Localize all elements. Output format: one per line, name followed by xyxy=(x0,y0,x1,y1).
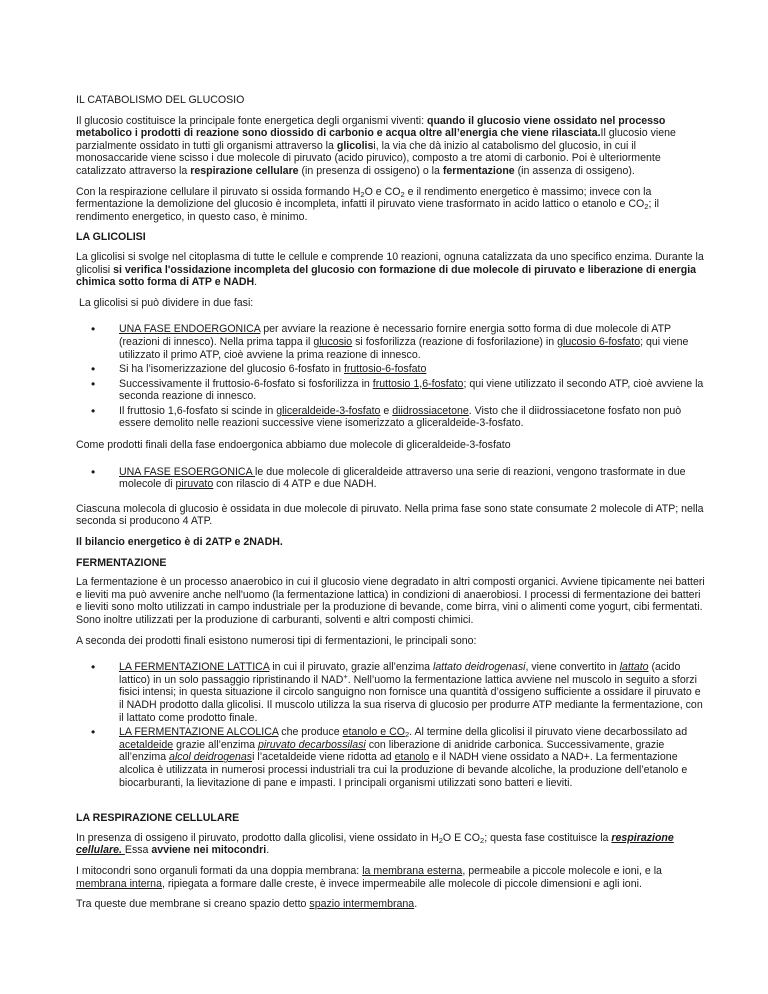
list-item: • UNA FASE ESOERGONICA le due molecole di gliceraldeide attraverso una serie di reazioni, vengono trasformate in due molecole di piruvato con rilascio di 4 ATP e due NADH. xyxy=(119,466,708,491)
intro-paragraph: Il glucosio costituisce la principale fonte energetica degli organismi viventi: quando il glucosio viene ossidato nel processo metabolico i prodotti di reazione sono diossido di carbonio e acqua oltre all’energia che viene rilasciata.Il glucosio viene parzialmente ossidato in tutti gli organismi attraverso la glicolisi, la via che dà inizio al catabolismo del glucosio, in cui il monosaccaride viene scisso i due molecole di piruvato (acido piruvico), composto a tre atomi di carbonio. Poi è ulteriormente catalizzato attraverso la respirazione cellulare (in presenza di ossigeno) o la fermentazione (in assenza di ossigeno). xyxy=(76,114,676,177)
intermembrane-paragraph: Tra queste due membrane si creano spazio detto spazio intermembrana. xyxy=(76,898,418,911)
document-title: IL CATABOLISMO DEL GLUCOSIO xyxy=(76,94,245,106)
endoergonic-list xyxy=(76,323,708,430)
list-item: • Successivamente il fruttosio-6-fosfato si fosforilizza in fruttosio 1,6-fosfato; qui viene utilizzato il secondo ATP, cioè avviene la seconda reazione di innesco. xyxy=(119,378,708,403)
esoergonic-list xyxy=(76,466,708,491)
document-page xyxy=(76,94,708,919)
fermentation-list xyxy=(76,661,708,789)
respiration-vs-fermentation-paragraph: Con la respirazione cellulare il piruvato si ossida formando $H_2O$ e $CO_2$ e il rendimento energetico è massimo; invece con la fermentazione la demolizione del glucosio è incompleta, infatti il piruvato viene trasformato in acido lattico o etanolo e $CO_2$; il rendimento energetico, in questo caso, è minimo. xyxy=(76,185,660,223)
respiration-paragraph: In presenza di ossigeno il piruvato, prodotto dalla glicolisi, viene ossidato in $H_2O$ E $CO_2$; questa fase costituisce la respirazione cellulare. Essa avviene nei mitocondri. xyxy=(76,831,674,857)
heading-fermentazione: FERMENTAZIONE xyxy=(76,556,167,569)
glicolisi-paragraph: La glicolisi si svolge nel citoplasma di tutte le cellule e comprende 10 reazioni, ognuna catalizzata da uno specifico enzima. Durante la glicolisi si verifica l'ossidazione incompleta del glucosio con formazione di due molecole di piruvato e liberazione di energia chimica sotto forma di ATP e NADH. xyxy=(76,250,704,289)
list-item: • Il fruttosio 1,6-fosfato si scinde in gliceraldeide-3-fosfato e diidrossiacetone. Visto che il diidrossiacetone fosfato non può essere demolito nelle reazioni successive viene isomerizzato a gliceraldeide-3-fosfato. xyxy=(119,405,708,430)
glicolisi-phases-intro: La glicolisi si può dividere in due fasi: xyxy=(76,296,254,309)
mitochondria-paragraph: I mitocondri sono organuli formati da una doppia membrana: la membrana esterna, permeabile a piccole molecole e ioni, e la membrana interna, ripiegata a formare dalle creste, è invece impermeabile alle molecole di piccole dimensioni e agli ioni. xyxy=(76,864,662,890)
list-item: • Si ha l’isomerizzazione del glucosio 6-fosfato in fruttosio-6-fosfato xyxy=(119,363,708,376)
heading-respirazione: LA RESPIRAZIONE CELLULARE xyxy=(76,812,240,825)
energy-balance: Il bilancio energetico è di 2ATP e 2NADH. xyxy=(76,536,283,549)
oxidation-paragraph: Ciascuna molecola di glucosio è ossidata in due molecole di piruvato. Nella prima fase sono state consumate 2 molecole di ATP; nella seconda si producono 4 ATP. xyxy=(76,502,704,528)
list-item: • LA FERMENTAZIONE ALCOLICA che produce etanolo e $CO_2$. Al termine della glicolisi il piruvato viene decarbossilato ad acetaldeide grazie all’enzima piruvato decarbossilasi con liberazione di anidride carbonica. Successivamente, grazie all’enzima alcol deidrogenasi l’acetaldeide viene ridotta ad etanolo e il NADH viene ossidato a NAD+. La fermentazione alcolica è utilizzata in numerosi processi industriali tra cui la produzione di bevande alcoliche, la produzione dell’etanolo e biocarburanti, la lievitazione di pane e impasti. I principali organismi utilizzati sono batteri e lieviti. xyxy=(119,726,708,789)
heading-glicolisi: LA GLICOLISI xyxy=(76,231,146,244)
list-item: • LA FERMENTAZIONE LATTICA in cui il piruvato, grazie all’enzima lattato deidrogenasi, viene convertito in lattato (acido lattico) in un solo passaggio ripristinando il NAD+. Nell’uomo la fermentazione lattica avviene nel muscolo in seguito a sforzi fisici intensi; in questa situazione il circolo sanguigno non fornisce una quantità d’ossigeno sufficiente a ossidare il piruvato e il NADH prodotto dalla glicolisi. Il muscolo utilizza la sua riserva di glucosio per produrre ATP mediante la fermentazione, con il lattato come prodotto finale. xyxy=(119,661,708,724)
fermentation-paragraph: La fermentazione è un processo anaerobico in cui il glucosio viene degradato in altri composti organici. Avviene tipicamente nei batteri e lieviti ma può avvenire anche nell'uomo (la fermentazione lattica) in condizioni di anaerobiosi. I processi di fermentazione dei batteri e lieviti sono molto utilizzati in campo industriale per la produzione di bevande, come birra, vini o alimenti come yogurt, cibi fermentati. Sono inoltre utilizzati per la produzione di carburanti, solventi e altri composti chimici. xyxy=(76,576,705,626)
list-item: • UNA FASE ENDOERGONICA per avviare la reazione è necessario fornire energia sotto forma di due molecole di ATP (reazioni di innesco). Nella prima tappa il glucosio si fosforilizza (reazione di fosforilazione) in glucosio 6-fosfato; qui viene utilizzato il primo ATP, cioè avviene la prima reazione di innesco. xyxy=(119,323,708,361)
endoergonic-products-paragraph: Come prodotti finali della fase endoergonica abbiamo due molecole di gliceraldeide-3-fosfato xyxy=(76,439,511,452)
fermentation-types-intro: A seconda dei prodotti finali esistono numerosi tipi di fermentazioni, le principali sono: xyxy=(76,634,477,647)
